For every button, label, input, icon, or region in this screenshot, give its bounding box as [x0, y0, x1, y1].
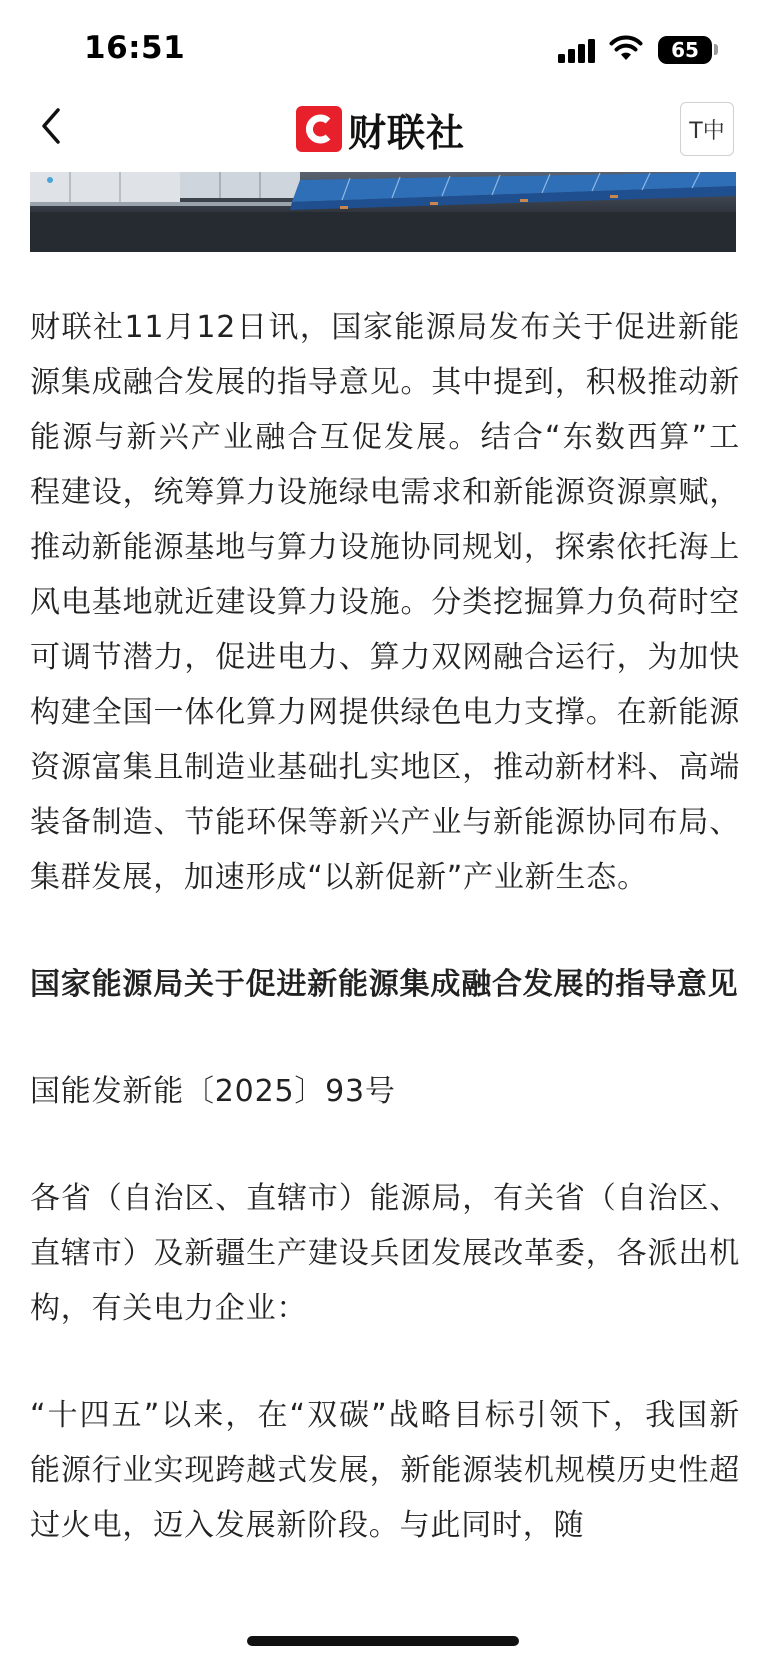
logo-c-icon — [302, 112, 336, 146]
spacer — [30, 1336, 740, 1388]
status-bar — [0, 0, 768, 90]
logo-mark — [296, 106, 342, 152]
document-title: 国家能源局关于促进新能源集成融合发展的指导意见 — [30, 967, 739, 1002]
body-paragraph: “十四五”以来，在“双碳”战略目标引领下，我国新能源行业实现跨越式发展，新能源装机规模历史性超过火电，迈入发展新阶段。与此同时，随 — [30, 1398, 740, 1543]
spacer — [30, 905, 740, 957]
recipients-paragraph: 各省（自治区、直辖市）能源局，有关省（自治区、直辖市）及新疆生产建设兵团发展改革委，各派出机构，有关电力企业： — [30, 1181, 740, 1326]
battery-icon — [658, 36, 712, 64]
wifi-icon — [609, 34, 643, 62]
spacer — [30, 1119, 740, 1171]
spacer — [30, 1012, 740, 1064]
article-lead-paragraph: 财联社11月12日讯，国家能源局发布关于促进新能源集成融合发展的指导意见。其中提到，积极推动新能源与新兴产业融合互促发展。结合“东数西算”工程建设，统筹算力设施绿电需求和新能源资源禀赋，推动新能源基地与算力设施协同规划，探索依托海上风电基地就近建设算力设施。分类挖掘算力负荷时空可调节潜力，促进电力、算力双网融合运行，为加快构建全国一体化算力网提供绿色电力支撑。在新能源资源富集且制造业基础扎实地区，推动新材料、高端装备制造、节能环保等新兴产业与新能源协同布局、集群发展，加速形成“以新促新”产业新生态。 — [30, 310, 740, 895]
battery-level: 65 — [671, 38, 699, 62]
status-time: 16:51 — [84, 30, 186, 66]
nav-bar — [0, 90, 768, 170]
document-number: 国能发新能〔2025〕93号 — [30, 1074, 396, 1109]
signal-icon — [558, 37, 598, 63]
logo-text: 财联社 — [348, 110, 466, 155]
battery-cap — [714, 44, 718, 55]
hero-image — [30, 172, 736, 252]
home-indicator[interactable] — [247, 1636, 519, 1646]
article-body — [30, 300, 740, 1553]
app-logo — [296, 104, 465, 154]
chevron-left-icon[interactable] — [36, 104, 68, 148]
font-size-button[interactable]: T中 — [680, 102, 734, 156]
